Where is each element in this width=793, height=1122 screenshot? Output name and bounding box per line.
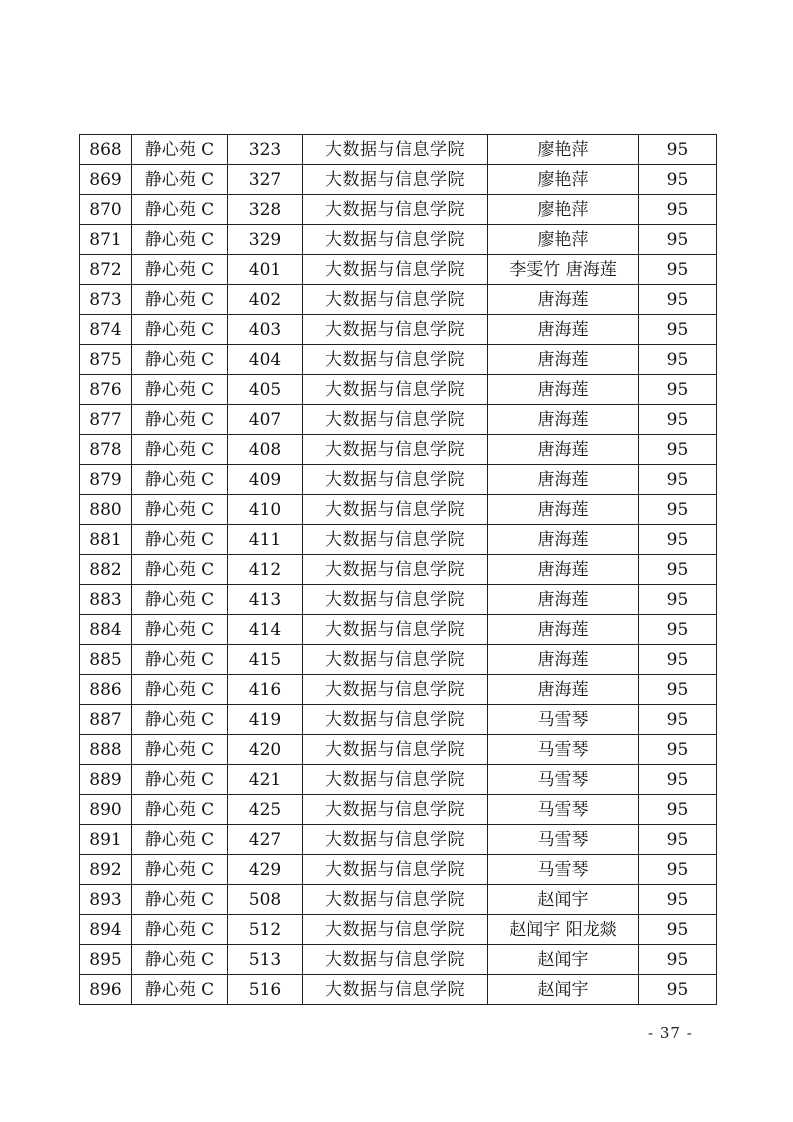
- responsible-person-cell: 唐海莲: [488, 525, 639, 555]
- building-cell: 静心苑 C: [132, 705, 228, 735]
- responsible-person-cell: 唐海莲: [488, 615, 639, 645]
- row-number-cell: 891: [80, 825, 132, 855]
- table-row: [80, 915, 717, 945]
- building-cell: 静心苑 C: [132, 615, 228, 645]
- table-row: [80, 315, 717, 345]
- score-cell: 95: [639, 165, 717, 195]
- score-cell: 95: [639, 825, 717, 855]
- room-number-cell: 427: [228, 825, 303, 855]
- score-cell: 95: [639, 735, 717, 765]
- score-cell: 95: [639, 285, 717, 315]
- score-cell: 95: [639, 315, 717, 345]
- row-number-cell: 875: [80, 345, 132, 375]
- college-cell: 大数据与信息学院: [303, 765, 488, 795]
- college-cell: 大数据与信息学院: [303, 855, 488, 885]
- page-number: - 37 -: [648, 1024, 693, 1042]
- row-number-cell: 878: [80, 435, 132, 465]
- building-cell: 静心苑 C: [132, 645, 228, 675]
- room-number-cell: 323: [228, 135, 303, 165]
- score-cell: 95: [639, 945, 717, 975]
- row-number-cell: 896: [80, 975, 132, 1005]
- room-number-cell: 327: [228, 165, 303, 195]
- row-number-cell: 870: [80, 195, 132, 225]
- room-number-cell: 416: [228, 675, 303, 705]
- responsible-person-cell: 赵闻宇: [488, 885, 639, 915]
- table-row: [80, 975, 717, 1005]
- score-cell: 95: [639, 675, 717, 705]
- building-cell: 静心苑 C: [132, 975, 228, 1005]
- college-cell: 大数据与信息学院: [303, 825, 488, 855]
- building-cell: 静心苑 C: [132, 225, 228, 255]
- table-row: [80, 945, 717, 975]
- score-cell: 95: [639, 855, 717, 885]
- responsible-person-cell: 唐海莲: [488, 465, 639, 495]
- room-number-cell: 402: [228, 285, 303, 315]
- room-number-cell: 328: [228, 195, 303, 225]
- college-cell: 大数据与信息学院: [303, 555, 488, 585]
- building-cell: 静心苑 C: [132, 795, 228, 825]
- responsible-person-cell: 赵闻宇 阳龙燚: [488, 915, 639, 945]
- college-cell: 大数据与信息学院: [303, 495, 488, 525]
- row-number-cell: 895: [80, 945, 132, 975]
- row-number-cell: 886: [80, 675, 132, 705]
- room-number-cell: 421: [228, 765, 303, 795]
- college-cell: 大数据与信息学院: [303, 885, 488, 915]
- responsible-person-cell: 廖艳萍: [488, 135, 639, 165]
- college-cell: 大数据与信息学院: [303, 255, 488, 285]
- responsible-person-cell: 廖艳萍: [488, 225, 639, 255]
- table-row: [80, 645, 717, 675]
- table-row: [80, 585, 717, 615]
- college-cell: 大数据与信息学院: [303, 585, 488, 615]
- score-cell: 95: [639, 645, 717, 675]
- building-cell: 静心苑 C: [132, 495, 228, 525]
- table-row: [80, 555, 717, 585]
- college-cell: 大数据与信息学院: [303, 675, 488, 705]
- row-number-cell: 888: [80, 735, 132, 765]
- responsible-person-cell: 马雪琴: [488, 705, 639, 735]
- college-cell: 大数据与信息学院: [303, 195, 488, 225]
- table-row: [80, 255, 717, 285]
- building-cell: 静心苑 C: [132, 375, 228, 405]
- table-row: [80, 795, 717, 825]
- college-cell: 大数据与信息学院: [303, 345, 488, 375]
- row-number-cell: 890: [80, 795, 132, 825]
- row-number-cell: 872: [80, 255, 132, 285]
- college-cell: 大数据与信息学院: [303, 285, 488, 315]
- row-number-cell: 876: [80, 375, 132, 405]
- room-number-cell: 413: [228, 585, 303, 615]
- college-cell: 大数据与信息学院: [303, 375, 488, 405]
- responsible-person-cell: 赵闻宇: [488, 945, 639, 975]
- room-number-cell: 401: [228, 255, 303, 285]
- building-cell: 静心苑 C: [132, 405, 228, 435]
- room-number-cell: 415: [228, 645, 303, 675]
- responsible-person-cell: 李雯竹 唐海莲: [488, 255, 639, 285]
- room-number-cell: 411: [228, 525, 303, 555]
- table-row: [80, 405, 717, 435]
- row-number-cell: 894: [80, 915, 132, 945]
- building-cell: 静心苑 C: [132, 825, 228, 855]
- score-cell: 95: [639, 885, 717, 915]
- dormitory-score-table: [79, 134, 717, 1005]
- college-cell: 大数据与信息学院: [303, 915, 488, 945]
- row-number-cell: 879: [80, 465, 132, 495]
- responsible-person-cell: 廖艳萍: [488, 165, 639, 195]
- college-cell: 大数据与信息学院: [303, 465, 488, 495]
- score-cell: 95: [639, 195, 717, 225]
- table-row: [80, 375, 717, 405]
- building-cell: 静心苑 C: [132, 315, 228, 345]
- college-cell: 大数据与信息学院: [303, 165, 488, 195]
- room-number-cell: 420: [228, 735, 303, 765]
- room-number-cell: 404: [228, 345, 303, 375]
- room-number-cell: 425: [228, 795, 303, 825]
- score-cell: 95: [639, 345, 717, 375]
- responsible-person-cell: 唐海莲: [488, 555, 639, 585]
- row-number-cell: 880: [80, 495, 132, 525]
- row-number-cell: 877: [80, 405, 132, 435]
- table-row: [80, 675, 717, 705]
- responsible-person-cell: 唐海莲: [488, 315, 639, 345]
- building-cell: 静心苑 C: [132, 675, 228, 705]
- building-cell: 静心苑 C: [132, 255, 228, 285]
- building-cell: 静心苑 C: [132, 525, 228, 555]
- table-row: [80, 345, 717, 375]
- row-number-cell: 893: [80, 885, 132, 915]
- building-cell: 静心苑 C: [132, 435, 228, 465]
- college-cell: 大数据与信息学院: [303, 645, 488, 675]
- table-row: [80, 225, 717, 255]
- row-number-cell: 881: [80, 525, 132, 555]
- college-cell: 大数据与信息学院: [303, 705, 488, 735]
- building-cell: 静心苑 C: [132, 285, 228, 315]
- score-cell: 95: [639, 765, 717, 795]
- row-number-cell: 884: [80, 615, 132, 645]
- responsible-person-cell: 唐海莲: [488, 375, 639, 405]
- college-cell: 大数据与信息学院: [303, 405, 488, 435]
- score-cell: 95: [639, 615, 717, 645]
- score-cell: 95: [639, 555, 717, 585]
- table-row: [80, 765, 717, 795]
- row-number-cell: 885: [80, 645, 132, 675]
- room-number-cell: 419: [228, 705, 303, 735]
- score-cell: 95: [639, 495, 717, 525]
- responsible-person-cell: 唐海莲: [488, 405, 639, 435]
- responsible-person-cell: 唐海莲: [488, 345, 639, 375]
- responsible-person-cell: 唐海莲: [488, 645, 639, 675]
- building-cell: 静心苑 C: [132, 135, 228, 165]
- room-number-cell: 329: [228, 225, 303, 255]
- row-number-cell: 873: [80, 285, 132, 315]
- college-cell: 大数据与信息学院: [303, 615, 488, 645]
- score-cell: 95: [639, 465, 717, 495]
- row-number-cell: 869: [80, 165, 132, 195]
- building-cell: 静心苑 C: [132, 765, 228, 795]
- building-cell: 静心苑 C: [132, 555, 228, 585]
- college-cell: 大数据与信息学院: [303, 735, 488, 765]
- table-body: [80, 135, 717, 1005]
- college-cell: 大数据与信息学院: [303, 225, 488, 255]
- table-row: [80, 885, 717, 915]
- table-row: [80, 465, 717, 495]
- table-row: [80, 435, 717, 465]
- row-number-cell: 887: [80, 705, 132, 735]
- room-number-cell: 408: [228, 435, 303, 465]
- room-number-cell: 405: [228, 375, 303, 405]
- room-number-cell: 403: [228, 315, 303, 345]
- table-row: [80, 825, 717, 855]
- responsible-person-cell: 赵闻宇: [488, 975, 639, 1005]
- score-cell: 95: [639, 405, 717, 435]
- table-row: [80, 495, 717, 525]
- room-number-cell: 429: [228, 855, 303, 885]
- responsible-person-cell: 马雪琴: [488, 855, 639, 885]
- table-row: [80, 735, 717, 765]
- table-row: [80, 135, 717, 165]
- building-cell: 静心苑 C: [132, 465, 228, 495]
- college-cell: 大数据与信息学院: [303, 945, 488, 975]
- room-number-cell: 409: [228, 465, 303, 495]
- responsible-person-cell: 马雪琴: [488, 795, 639, 825]
- score-cell: 95: [639, 795, 717, 825]
- table-row: [80, 525, 717, 555]
- room-number-cell: 516: [228, 975, 303, 1005]
- table-row: [80, 195, 717, 225]
- responsible-person-cell: 唐海莲: [488, 285, 639, 315]
- building-cell: 静心苑 C: [132, 345, 228, 375]
- building-cell: 静心苑 C: [132, 585, 228, 615]
- table-row: [80, 615, 717, 645]
- responsible-person-cell: 廖艳萍: [488, 195, 639, 225]
- score-cell: 95: [639, 225, 717, 255]
- room-number-cell: 410: [228, 495, 303, 525]
- room-number-cell: 414: [228, 615, 303, 645]
- room-number-cell: 412: [228, 555, 303, 585]
- responsible-person-cell: 马雪琴: [488, 825, 639, 855]
- college-cell: 大数据与信息学院: [303, 435, 488, 465]
- row-number-cell: 868: [80, 135, 132, 165]
- responsible-person-cell: 马雪琴: [488, 735, 639, 765]
- table-row: [80, 165, 717, 195]
- college-cell: 大数据与信息学院: [303, 135, 488, 165]
- responsible-person-cell: 马雪琴: [488, 765, 639, 795]
- row-number-cell: 889: [80, 765, 132, 795]
- responsible-person-cell: 唐海莲: [488, 675, 639, 705]
- row-number-cell: 882: [80, 555, 132, 585]
- room-number-cell: 512: [228, 915, 303, 945]
- row-number-cell: 874: [80, 315, 132, 345]
- score-cell: 95: [639, 585, 717, 615]
- building-cell: 静心苑 C: [132, 735, 228, 765]
- score-cell: 95: [639, 525, 717, 555]
- building-cell: 静心苑 C: [132, 165, 228, 195]
- table-row: [80, 855, 717, 885]
- college-cell: 大数据与信息学院: [303, 975, 488, 1005]
- score-cell: 95: [639, 375, 717, 405]
- score-cell: 95: [639, 705, 717, 735]
- room-number-cell: 407: [228, 405, 303, 435]
- college-cell: 大数据与信息学院: [303, 795, 488, 825]
- building-cell: 静心苑 C: [132, 195, 228, 225]
- building-cell: 静心苑 C: [132, 945, 228, 975]
- responsible-person-cell: 唐海莲: [488, 435, 639, 465]
- college-cell: 大数据与信息学院: [303, 315, 488, 345]
- building-cell: 静心苑 C: [132, 885, 228, 915]
- score-cell: 95: [639, 915, 717, 945]
- row-number-cell: 892: [80, 855, 132, 885]
- responsible-person-cell: 唐海莲: [488, 585, 639, 615]
- table-row: [80, 285, 717, 315]
- room-number-cell: 513: [228, 945, 303, 975]
- score-cell: 95: [639, 975, 717, 1005]
- score-cell: 95: [639, 135, 717, 165]
- responsible-person-cell: 唐海莲: [488, 495, 639, 525]
- college-cell: 大数据与信息学院: [303, 525, 488, 555]
- row-number-cell: 871: [80, 225, 132, 255]
- row-number-cell: 883: [80, 585, 132, 615]
- score-cell: 95: [639, 435, 717, 465]
- building-cell: 静心苑 C: [132, 855, 228, 885]
- score-cell: 95: [639, 255, 717, 285]
- building-cell: 静心苑 C: [132, 915, 228, 945]
- table-row: [80, 705, 717, 735]
- room-number-cell: 508: [228, 885, 303, 915]
